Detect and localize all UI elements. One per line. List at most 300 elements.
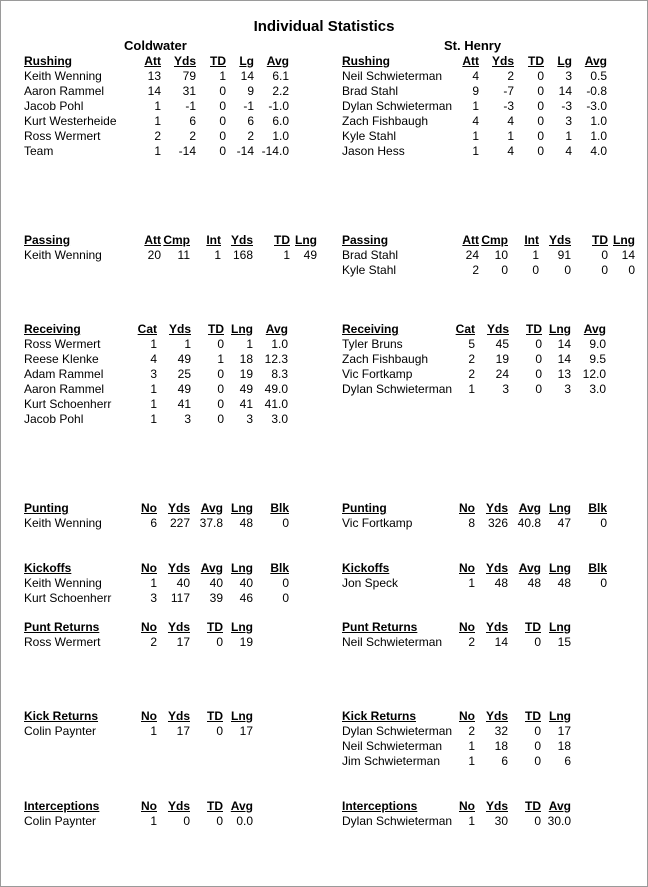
punting-table-st-henry [342, 501, 648, 531]
stat-td: 0 [534, 814, 541, 828]
player-name: Ross Wermert [24, 129, 101, 143]
stat-yds: 0 [183, 814, 190, 828]
header-avg: Avg [518, 561, 541, 575]
header-rushing: Rushing [24, 54, 72, 68]
table-row [24, 516, 334, 531]
stat-yds: 48 [494, 576, 508, 590]
stat-lg: 14 [240, 69, 254, 83]
stat-td: 0 [537, 114, 544, 128]
stat-td: 0 [219, 129, 226, 143]
team-name-coldwater: Coldwater [124, 38, 187, 53]
header-yds: Yds [167, 799, 190, 813]
passing-table-st-henry [342, 233, 648, 278]
stat-lng: 6 [564, 754, 571, 768]
player-name: Ross Wermert [24, 635, 101, 649]
receiving-table-st-henry [342, 322, 648, 397]
player-name: Zach Fishbaugh [342, 352, 429, 366]
stat-att: 14 [147, 84, 161, 98]
stat-avg: 0.0 [236, 814, 253, 828]
table-row [24, 99, 334, 114]
table-row [342, 69, 648, 84]
header-att: Att [144, 54, 161, 68]
stat-td: 0 [216, 635, 223, 649]
player-name: Kyle Stahl [342, 129, 397, 143]
player-name: Kurt Schoenherr [24, 591, 112, 605]
stat-yds: 3 [502, 382, 509, 396]
stat-yds: 17 [176, 635, 190, 649]
player-name: Keith Wenning [24, 516, 102, 530]
header-no: No [459, 561, 475, 575]
stat-avg: 6.0 [272, 114, 289, 128]
table-header-row [24, 799, 334, 814]
header-lng: Lng [231, 322, 253, 336]
player-name: Adam Rammel [24, 367, 104, 381]
stat-yds: 32 [494, 724, 508, 738]
stat-lng: 1 [246, 337, 253, 351]
header-lng: Lng [549, 709, 571, 723]
stat-att: 1 [472, 99, 479, 113]
stat-no: 1 [150, 724, 157, 738]
stat-int: 1 [532, 248, 539, 262]
table-header-row [342, 322, 648, 337]
header-att: Att [462, 54, 479, 68]
header-no: No [459, 709, 475, 723]
header-avg: Avg [518, 501, 541, 515]
stat-att: 13 [147, 69, 161, 83]
header-td: TD [525, 709, 541, 723]
stat-int: 1 [214, 248, 221, 262]
stat-yds: 0 [564, 263, 571, 277]
stat-avg: -3.0 [586, 99, 607, 113]
table-row [24, 129, 334, 144]
stat-att: 1 [154, 144, 161, 158]
header-avg: Avg [200, 561, 223, 575]
stat-td: 0 [217, 367, 224, 381]
stat-lng: 15 [557, 635, 571, 649]
stat-td: 0 [535, 367, 542, 381]
stat-blk: 0 [600, 576, 607, 590]
player-name: Team [24, 144, 54, 158]
stat-td: 0 [535, 382, 542, 396]
table-row [24, 591, 334, 606]
rushing-table-coldwater [24, 54, 334, 159]
stat-yds: 2 [507, 69, 514, 83]
stat-lg: 2 [247, 129, 254, 143]
header-yds: Yds [173, 54, 196, 68]
header-yds: Yds [485, 561, 508, 575]
player-name: Neil Schwieterman [342, 739, 443, 753]
stat-yds: 17 [176, 724, 190, 738]
stat-cat: 4 [150, 352, 157, 366]
header-td: TD [208, 322, 224, 336]
header-cat: Cat [455, 322, 475, 336]
stat-cat: 3 [150, 367, 157, 381]
table-row [24, 367, 334, 382]
stat-yds: -3 [503, 99, 514, 113]
table-row [24, 382, 334, 397]
stat-yds: 19 [495, 352, 509, 366]
stat-lng: 49 [303, 248, 317, 262]
header-td: TD [525, 620, 541, 634]
table-row [24, 69, 334, 84]
stat-cat: 1 [150, 337, 157, 351]
stat-td: 0 [217, 412, 224, 426]
stat-td: 0 [537, 144, 544, 158]
interceptions-table-coldwater [24, 799, 334, 829]
stat-yds: 49 [177, 382, 191, 396]
stat-cmp: 10 [494, 248, 508, 262]
stat-td: 1 [283, 248, 290, 262]
header-td: TD [207, 799, 223, 813]
player-name: Neil Schwieterman [342, 69, 443, 83]
table-row [342, 724, 648, 739]
stat-avg: 1.0 [590, 114, 607, 128]
header-avg: Avg [583, 322, 606, 336]
stat-att: 24 [465, 248, 479, 262]
stat-yds: 6 [501, 754, 508, 768]
player-name: Brad Stahl [342, 84, 399, 98]
header-no: No [459, 501, 475, 515]
stat-avg: 1.0 [590, 129, 607, 143]
stat-lg: -3 [561, 99, 572, 113]
header-lng: Lng [549, 501, 571, 515]
player-name: Jon Speck [342, 576, 399, 590]
table-header-row [342, 799, 648, 814]
stat-td: 0 [537, 84, 544, 98]
stat-td: 0 [219, 114, 226, 128]
stat-no: 2 [468, 635, 475, 649]
interceptions-table-st-henry [342, 799, 648, 829]
stat-yds: 4 [507, 114, 514, 128]
stat-avg: 1.0 [272, 129, 289, 143]
header-yds: Yds [167, 501, 190, 515]
page-title: Individual Statistics [253, 18, 395, 35]
header-lng: Lng [231, 501, 253, 515]
player-name: Ross Wermert [24, 337, 101, 351]
stat-avg: 39 [209, 591, 223, 605]
stat-td: 0 [537, 69, 544, 83]
header-lng: Lng [295, 233, 317, 247]
header-kickoffs: Kickoffs [342, 561, 390, 575]
stat-yds: -1 [185, 99, 196, 113]
stat-lng: 0 [628, 263, 635, 277]
table-row [342, 367, 648, 382]
header-punting: Punting [342, 501, 387, 515]
player-name: Kurt Westerheide [24, 114, 117, 128]
table-row [24, 337, 334, 352]
header-td: TD [207, 709, 223, 723]
table-row [342, 263, 648, 278]
table-row [342, 352, 648, 367]
table-header-row [24, 54, 334, 69]
kickoffs-table-st-henry [342, 561, 648, 591]
header-receiving: Receiving [24, 322, 81, 336]
stat-avg: 9.0 [589, 337, 606, 351]
stat-blk: 0 [600, 516, 607, 530]
header-td: TD [274, 233, 290, 247]
table-header-row [24, 233, 334, 248]
stat-lg: 14 [558, 84, 572, 98]
table-row [342, 144, 648, 159]
stat-lng: 47 [557, 516, 571, 530]
player-name: Vic Fortkamp [342, 367, 413, 381]
stat-no: 1 [468, 814, 475, 828]
stat-lng: 49 [239, 382, 253, 396]
stat-avg: 4.0 [590, 144, 607, 158]
player-name: Keith Wenning [24, 576, 102, 590]
header-cmp: Cmp [163, 233, 190, 247]
header-lng: Lng [549, 322, 571, 336]
header-yds: Yds [230, 233, 253, 247]
stat-lng: 14 [557, 352, 571, 366]
team-name-st-henry: St. Henry [444, 38, 502, 53]
player-name: Brad Stahl [342, 248, 399, 262]
table-header-row [342, 54, 648, 69]
stat-avg: 6.1 [272, 69, 289, 83]
stat-td: 0 [534, 739, 541, 753]
stat-att: 9 [472, 84, 479, 98]
stat-cmp: 0 [501, 263, 508, 277]
header-blk: Blk [588, 501, 607, 515]
table-header-row [342, 501, 648, 516]
stat-lng: 40 [239, 576, 253, 590]
stat-att: 1 [154, 99, 161, 113]
player-name: Dylan Schwieterman [342, 814, 453, 828]
stat-lg: 6 [247, 114, 254, 128]
stat-avg: 1.0 [271, 337, 288, 351]
header-kick-returns: Kick Returns [342, 709, 417, 723]
stat-yds: 227 [169, 516, 190, 530]
stat-yds: 1 [184, 337, 191, 351]
stat-yds: 4 [507, 144, 514, 158]
header-lg: Lg [239, 54, 254, 68]
stat-lng: 48 [557, 576, 571, 590]
stat-lng: 19 [239, 635, 253, 649]
stat-avg: 9.5 [589, 352, 606, 366]
table-header-row [24, 620, 334, 635]
stat-avg: 12.3 [264, 352, 288, 366]
player-name: Dylan Schwieterman [342, 99, 453, 113]
passing-table-coldwater [24, 233, 334, 263]
header-td: TD [525, 799, 541, 813]
player-name: Kurt Schoenherr [24, 397, 112, 411]
stat-att: 20 [147, 248, 161, 262]
header-yds: Yds [485, 620, 508, 634]
header-lng: Lng [549, 561, 571, 575]
header-yds: Yds [167, 709, 190, 723]
header-yds: Yds [485, 709, 508, 723]
stat-yds: -7 [503, 84, 514, 98]
stat-yds: 1 [507, 129, 514, 143]
stat-avg: 37.8 [199, 516, 223, 530]
stat-yds: 49 [177, 352, 191, 366]
table-row [24, 352, 334, 367]
player-name: Vic Fortkamp [342, 516, 413, 530]
stat-lng: 18 [557, 739, 571, 753]
stat-lng: 46 [239, 591, 253, 605]
table-row [24, 814, 334, 829]
header-no: No [141, 561, 157, 575]
stat-att: 4 [472, 69, 479, 83]
header-kickoffs: Kickoffs [24, 561, 72, 575]
player-name: Jim Schwieterman [342, 754, 441, 768]
stat-blk: 0 [282, 576, 289, 590]
stat-yds: 91 [557, 248, 571, 262]
header-interceptions: Interceptions [342, 799, 418, 813]
stat-avg: 48 [527, 576, 541, 590]
table-header-row [342, 709, 648, 724]
header-td: TD [528, 54, 544, 68]
header-lng: Lng [613, 233, 635, 247]
stat-td: 1 [219, 69, 226, 83]
stat-yds: 24 [495, 367, 509, 381]
stat-cat: 1 [150, 397, 157, 411]
table-row [342, 754, 648, 769]
table-row [24, 248, 334, 263]
header-lng: Lng [231, 620, 253, 634]
punting-table-coldwater [24, 501, 334, 531]
header-yds: Yds [167, 561, 190, 575]
stat-yds: 40 [176, 576, 190, 590]
stat-lg: 4 [565, 144, 572, 158]
player-name: Aaron Rammel [24, 382, 105, 396]
table-row [24, 397, 334, 412]
stat-lng: 3 [246, 412, 253, 426]
stat-lg: 9 [247, 84, 254, 98]
header-yds: Yds [485, 799, 508, 813]
stat-avg: 12.0 [582, 367, 606, 381]
stat-yds: 117 [170, 591, 190, 605]
stat-yds: 326 [487, 516, 508, 530]
stat-att: 1 [472, 144, 479, 158]
header-passing: Passing [24, 233, 71, 247]
stat-avg: 41.0 [264, 397, 288, 411]
stat-cat: 1 [468, 382, 475, 396]
header-receiving: Receiving [342, 322, 399, 336]
stat-avg: -14.0 [261, 144, 289, 158]
stat-att: 4 [472, 114, 479, 128]
stat-avg: 2.2 [272, 84, 289, 98]
table-row [24, 144, 334, 159]
header-avg: Avg [584, 54, 607, 68]
stat-att: 2 [472, 263, 479, 277]
stat-avg: 40.8 [517, 516, 541, 530]
player-name: Reese Klenke [24, 352, 99, 366]
stat-int: 0 [532, 263, 539, 277]
stat-avg: 3.0 [589, 382, 606, 396]
player-name: Jacob Pohl [24, 412, 84, 426]
stat-td: 0 [601, 248, 608, 262]
stat-yds: -14 [178, 144, 196, 158]
stat-cat: 2 [468, 352, 475, 366]
table-row [342, 516, 648, 531]
player-name: Colin Paynter [24, 814, 97, 828]
header-punt-returns: Punt Returns [342, 620, 418, 634]
header-lng: Lng [231, 709, 253, 723]
punt-returns-table-coldwater [24, 620, 334, 650]
stat-yds: 79 [182, 69, 196, 83]
table-row [342, 337, 648, 352]
stat-td: 0 [535, 337, 542, 351]
header-td: TD [207, 620, 223, 634]
stat-yds: 168 [232, 248, 253, 262]
header-yds: Yds [167, 620, 190, 634]
stat-avg: 3.0 [271, 412, 288, 426]
header-no: No [141, 620, 157, 634]
stat-no: 1 [468, 754, 475, 768]
header-yds: Yds [491, 54, 514, 68]
table-row [24, 724, 334, 739]
player-name: Jason Hess [342, 144, 405, 158]
stat-avg: -1.0 [268, 99, 289, 113]
stat-avg: 8.3 [271, 367, 288, 381]
header-td: TD [592, 233, 608, 247]
table-row [24, 576, 334, 591]
table-header-row [342, 233, 648, 248]
stat-no: 1 [468, 739, 475, 753]
stat-lng: 14 [621, 248, 635, 262]
stat-no: 2 [468, 724, 475, 738]
stat-td: 0 [534, 724, 541, 738]
stat-td: 0 [537, 129, 544, 143]
stat-td: 0 [217, 337, 224, 351]
player-name: Dylan Schwieterman [342, 724, 453, 738]
stat-blk: 0 [282, 591, 289, 605]
table-row [342, 635, 648, 650]
stat-lng: 14 [557, 337, 571, 351]
stat-yds: 6 [189, 114, 196, 128]
stat-lng: 41 [239, 397, 253, 411]
kickoffs-table-coldwater [24, 561, 334, 606]
player-name: Keith Wenning [24, 248, 102, 262]
header-no: No [141, 501, 157, 515]
player-name: Zach Fishbaugh [342, 114, 429, 128]
header-td: TD [526, 322, 542, 336]
header-att: Att [144, 233, 161, 247]
header-passing: Passing [342, 233, 389, 247]
player-name: Keith Wenning [24, 69, 102, 83]
receiving-table-coldwater [24, 322, 334, 427]
table-row [342, 248, 648, 263]
player-name: Kyle Stahl [342, 263, 397, 277]
stat-yds: 25 [177, 367, 191, 381]
stat-cat: 1 [150, 382, 157, 396]
stat-avg: 49.0 [264, 382, 288, 396]
stat-td: 0 [537, 99, 544, 113]
stat-lg: 3 [565, 69, 572, 83]
kick-returns-table-st-henry [342, 709, 648, 769]
stat-lg: -1 [243, 99, 254, 113]
stat-td: 0 [216, 814, 223, 828]
stat-td: 0 [219, 84, 226, 98]
stat-blk: 0 [282, 516, 289, 530]
header-blk: Blk [270, 561, 289, 575]
stat-avg: 40 [209, 576, 223, 590]
player-name: Dylan Schwieterman [342, 382, 453, 396]
stat-no: 6 [150, 516, 157, 530]
header-avg: Avg [548, 799, 571, 813]
stat-lng: 48 [239, 516, 253, 530]
stat-lng: 13 [557, 367, 571, 381]
stat-yds: 30 [494, 814, 508, 828]
header-rushing: Rushing [342, 54, 390, 68]
table-row [342, 814, 648, 829]
stat-no: 2 [150, 635, 157, 649]
stat-no: 3 [150, 591, 157, 605]
stat-yds: 2 [189, 129, 196, 143]
stat-att: 1 [472, 129, 479, 143]
stat-td: 0 [219, 144, 226, 158]
